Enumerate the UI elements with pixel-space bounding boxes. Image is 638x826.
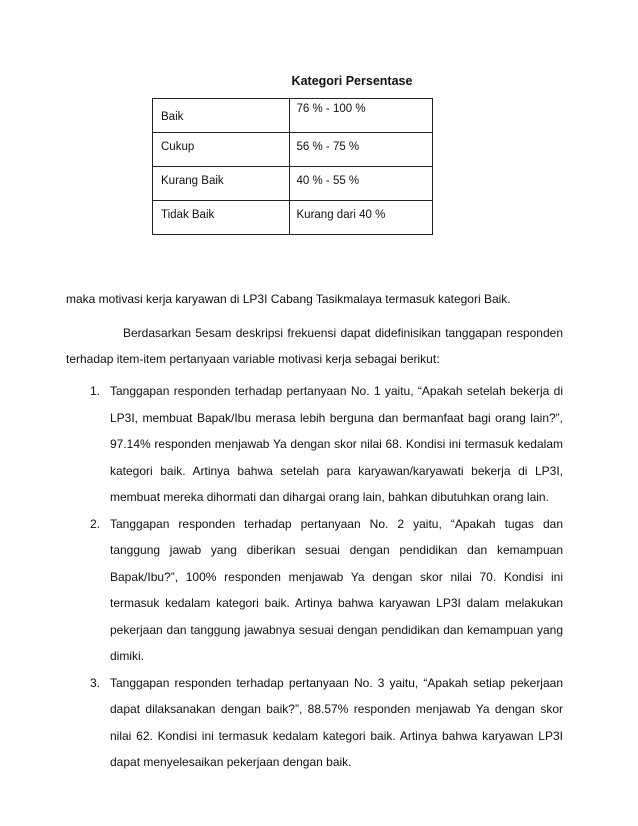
category-label: Cukup <box>153 133 290 167</box>
category-range: Kurang dari 40 % <box>289 201 432 235</box>
category-range: 76 % - 100 % <box>289 99 432 133</box>
category-range: 56 % - 75 % <box>289 133 432 167</box>
list-item-number: 1. <box>90 384 101 398</box>
table-row <box>153 99 433 133</box>
table-row <box>153 133 433 167</box>
table-title <box>0 74 638 88</box>
list-item <box>66 511 563 670</box>
list-item-text: Tanggapan responden terhadap pertanyaan No. 3 yaitu, “Apakah setiap pekerjaan dapat dilaksanakan dengan baik?”, 88.57% responden menjawab Ya dengan skor nilai 62. Kondisi ini termasuk kedalam kategori baik. Artinya bahwa karyawan LP3I dapat menyelesaikan pekerjaan dengan baik. <box>110 675 563 769</box>
response-list <box>66 378 563 776</box>
table-row <box>153 167 433 201</box>
list-item <box>66 378 563 511</box>
category-label: Baik <box>153 99 290 133</box>
list-item-number: 2. <box>90 516 101 531</box>
category-label: Kurang Baik <box>153 167 290 201</box>
conclusion-paragraph: maka motivasi kerja karyawan di LP3I Cabang Tasikmalaya termasuk kategori Baik. <box>66 292 511 306</box>
category-range: 40 % - 55 % <box>289 167 432 201</box>
category-label: Tidak Baik <box>153 201 290 235</box>
category-table <box>152 98 433 235</box>
list-item <box>66 670 563 776</box>
table-title-text: Kategori Persentase <box>291 74 413 88</box>
list-item-text: Tanggapan responden terhadap pertanyaan No. 2 yaitu, “Apakah tugas dan tanggung jawab yang diberikan sesuai dengan pendidikan dan kemampuan Bapak/Ibu?”, 100% responden menjawab Ya dengan skor nilai 70. Kondisi ini termasuk kedalam kategori baik. Artinya bahwa karyawan LP3I dalam melakukan pekerjaan dan tanggung jawabnya sesuai dengan pendidikan dan kemampuan yang dimiki. <box>110 516 563 663</box>
table-row <box>153 201 433 235</box>
intro-paragraph: Berdasarkan 5esam deskripsi frekuensi dapat didefinisikan tanggapan responden terhadap item-item pertanyaan variable motivasi kerja sebagai berikut: <box>66 326 563 366</box>
list-item-text: Tanggapan responden terhadap pertanyaan No. 1 yaitu, “Apakah setelah bekerja di LP3I, membuat Bapak/Ibu merasa lebih berguna dan bermanfaat bagi orang lain?”, 97.14% responden menjawab Ya dengan skor nilai 68. Kondisi ini termasuk kedalam kategori baik. Artinya bahwa setelah para karyawan/karyawati bekerja di LP3I, membuat mereka dihormati dan dihargai orang lain, bahkan dibutuhkan orang lain. <box>110 384 563 504</box>
list-item-number: 3. <box>90 675 101 690</box>
